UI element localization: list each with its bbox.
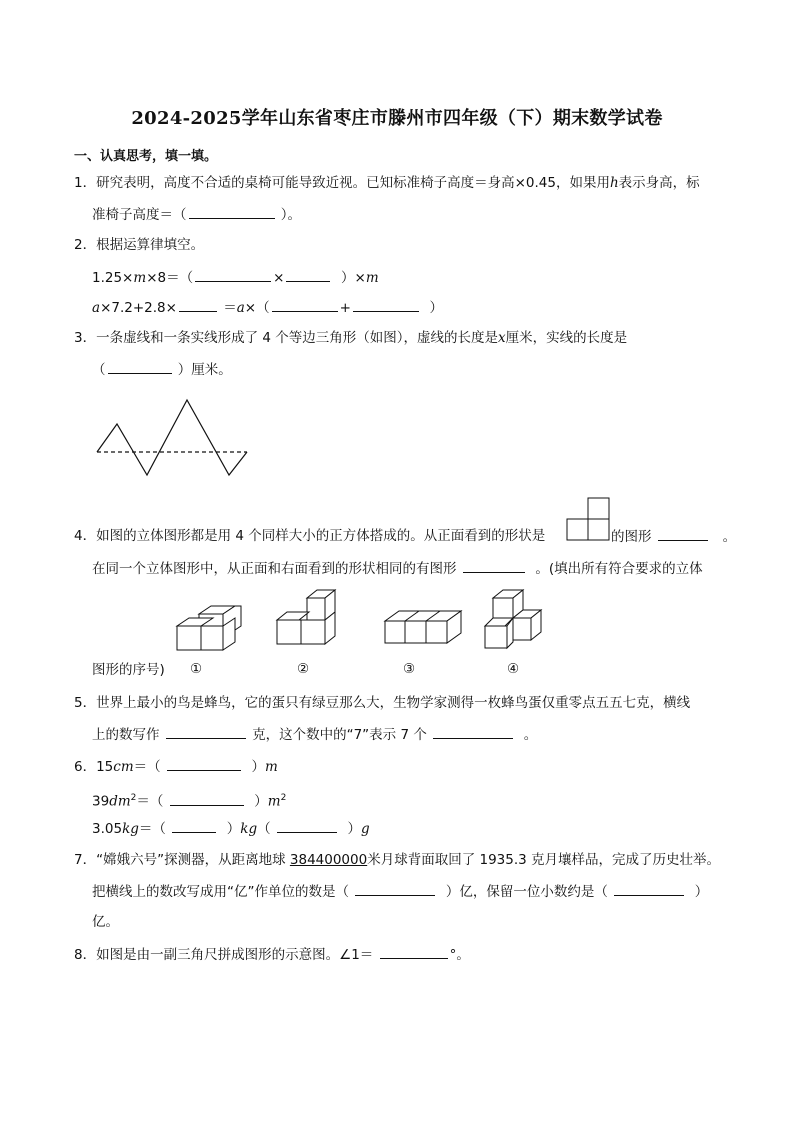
- question-text: 世界上最小的鸟是蜂鸟，它的蛋只有绿豆那么大，生物学家测得一枚蜂鸟蛋仅重零点五五七克，横线: [96, 695, 691, 711]
- question-6-line-1: [74, 756, 278, 777]
- question-text: 厘米，实线的长度是: [505, 330, 628, 346]
- superscript: 2: [130, 793, 137, 803]
- cube-figure-2: [277, 590, 347, 652]
- question-text: ）厘米。: [177, 362, 232, 378]
- question-1-line-2: [92, 204, 301, 225]
- expr: ）×: [341, 270, 366, 286]
- expr: ×7.2+2.8×: [100, 300, 177, 316]
- variable: m: [365, 270, 379, 286]
- answer-blank[interactable]: [195, 267, 271, 282]
- question-2-line-1: [74, 235, 204, 255]
- variable: m: [133, 270, 147, 286]
- unit: cm: [113, 759, 134, 775]
- expr: （: [257, 821, 271, 837]
- question-number: 4．: [74, 528, 97, 544]
- question-text: 亿。: [92, 914, 119, 930]
- expr: ）: [429, 300, 444, 316]
- question-number: 6．: [74, 759, 97, 775]
- question-text: 。: [722, 529, 737, 545]
- unit: g: [361, 821, 370, 837]
- unit: dm: [109, 793, 131, 810]
- expr: ＝（: [136, 793, 164, 810]
- cube-figure-3: [385, 605, 465, 655]
- question-number: 1．: [74, 175, 97, 191]
- question-text: “嫦娥六号”探测器，从距离地球: [96, 852, 286, 868]
- question-6-line-3: [92, 818, 370, 839]
- variable: x: [498, 330, 506, 346]
- question-text: 。(填出所有符合要求的立体: [535, 561, 703, 577]
- expr: ×: [273, 270, 285, 286]
- answer-blank[interactable]: [463, 558, 525, 573]
- question-text: ）: [694, 884, 709, 900]
- figure-label-2: ②: [297, 661, 310, 677]
- question-6-line-2: [92, 788, 286, 812]
- question-number: 7．: [74, 852, 97, 868]
- variable: a: [92, 300, 101, 316]
- expr: ）: [254, 793, 268, 810]
- question-text: 准椅子高度＝（: [92, 207, 187, 223]
- question-4-line-1b: [611, 526, 736, 547]
- expr: 15: [96, 759, 114, 775]
- question-3-line-2: [92, 359, 232, 380]
- expr: ×（: [244, 300, 270, 316]
- question-8-line-1: [74, 944, 470, 965]
- question-text: 表示身高，标: [618, 175, 700, 191]
- question-text: 米月球背面取回了 1935.3 克月壤样品，完成了历史壮举。: [367, 852, 721, 868]
- answer-blank[interactable]: [170, 791, 244, 806]
- underlined-number: 384400000: [289, 852, 368, 868]
- figure-label-4: ④: [507, 661, 520, 677]
- expr: ＝（: [138, 821, 166, 837]
- answer-blank[interactable]: [189, 204, 275, 219]
- question-text: 克，这个数中的“7”表示 7 个: [252, 727, 427, 743]
- question-text: 在同一个立体图形中，从正面和右面看到的形状相同的有图形: [92, 561, 457, 577]
- answer-blank[interactable]: [286, 267, 330, 282]
- expr: ×8＝（: [146, 270, 194, 286]
- question-7-line-2: [92, 881, 708, 902]
- question-text: 把横线上的数改写成用“亿”作单位的数是（: [92, 884, 349, 900]
- question-text: （: [92, 362, 106, 378]
- expr: ＝（: [133, 759, 161, 775]
- unit: m: [265, 759, 278, 775]
- answer-blank[interactable]: [433, 724, 513, 739]
- triangles-figure: [97, 400, 257, 480]
- variable: h: [609, 175, 619, 191]
- question-number: 8．: [74, 947, 97, 963]
- answer-blank[interactable]: [353, 297, 419, 312]
- unit: m: [267, 793, 281, 810]
- question-text: 根据运算律填空。: [96, 237, 205, 253]
- cube-figure-4: [485, 590, 555, 652]
- solid-line: [97, 400, 247, 475]
- answer-blank[interactable]: [658, 526, 708, 541]
- cube-figure-1: [177, 602, 247, 652]
- answer-blank[interactable]: [614, 881, 684, 896]
- question-text: ）亿，保留一位小数约是（: [445, 884, 608, 900]
- answer-blank[interactable]: [380, 944, 448, 959]
- page-title: 2024-2025学年山东省枣庄市滕州市四年级（下）期末数学试卷: [131, 108, 663, 129]
- answer-blank[interactable]: [355, 881, 435, 896]
- question-number: 5．: [74, 695, 97, 711]
- question-text: 研究表明，高度不合适的桌椅可能导致近视。已知标准椅子高度＝身高×0.45，如果用: [96, 175, 610, 191]
- answer-blank[interactable]: [272, 297, 338, 312]
- question-number: 3．: [74, 330, 97, 346]
- question-7-line-3: [92, 912, 119, 932]
- unit: kg: [122, 821, 139, 837]
- answer-blank[interactable]: [172, 818, 216, 833]
- question-text: 如图的立体图形都是用 4 个同样大小的正方体搭成的。从正面看到的形状是: [96, 528, 546, 544]
- expr: ＝: [223, 300, 237, 316]
- question-2-line-3: [92, 297, 443, 318]
- question-number: 2．: [74, 237, 97, 253]
- unit: kg: [240, 821, 258, 837]
- question-text: 上的数写作: [92, 727, 160, 743]
- question-text: 的图形: [611, 529, 652, 545]
- answer-blank[interactable]: [108, 359, 172, 374]
- answer-blank[interactable]: [167, 756, 241, 771]
- question-4-line-2: [92, 558, 703, 579]
- answer-blank[interactable]: [277, 818, 337, 833]
- figure-label-1: ①: [190, 661, 203, 677]
- section-heading: 一、认真思考，填一填。: [74, 149, 218, 164]
- expr: ）: [226, 821, 241, 837]
- expr: +: [339, 300, 351, 316]
- question-text: 图形的序号): [92, 662, 165, 678]
- question-5-line-1: [74, 693, 690, 713]
- expr: 1.25×: [92, 270, 134, 286]
- question-text: 如图是由一副三角尺拼成图形的示意图。∠1＝: [96, 947, 374, 963]
- superscript: 2: [280, 793, 287, 803]
- figure-label-3: ③: [403, 661, 416, 677]
- question-1-line-1: [74, 173, 700, 193]
- question-text: ）。: [280, 207, 302, 223]
- expr: ）: [347, 821, 361, 837]
- front-view-shape: [567, 498, 611, 542]
- expr: 39: [92, 793, 110, 810]
- question-2-line-2: [92, 267, 379, 288]
- answer-blank[interactable]: [166, 724, 246, 739]
- question-3-line-1: [74, 328, 627, 348]
- question-text: 一条虚线和一条实线形成了 4 个等边三角形（如图），虚线的长度是: [96, 330, 499, 346]
- question-4-line-3: [92, 660, 165, 680]
- question-5-line-2: [92, 724, 537, 745]
- question-7-line-1: [74, 850, 720, 870]
- expr: 3.05: [92, 821, 123, 837]
- question-text: 。: [523, 727, 538, 743]
- variable: a: [236, 300, 245, 316]
- question-text: °。: [449, 947, 470, 963]
- expr: ）: [251, 759, 266, 775]
- answer-blank[interactable]: [179, 297, 217, 312]
- question-4-line-1: [74, 526, 545, 546]
